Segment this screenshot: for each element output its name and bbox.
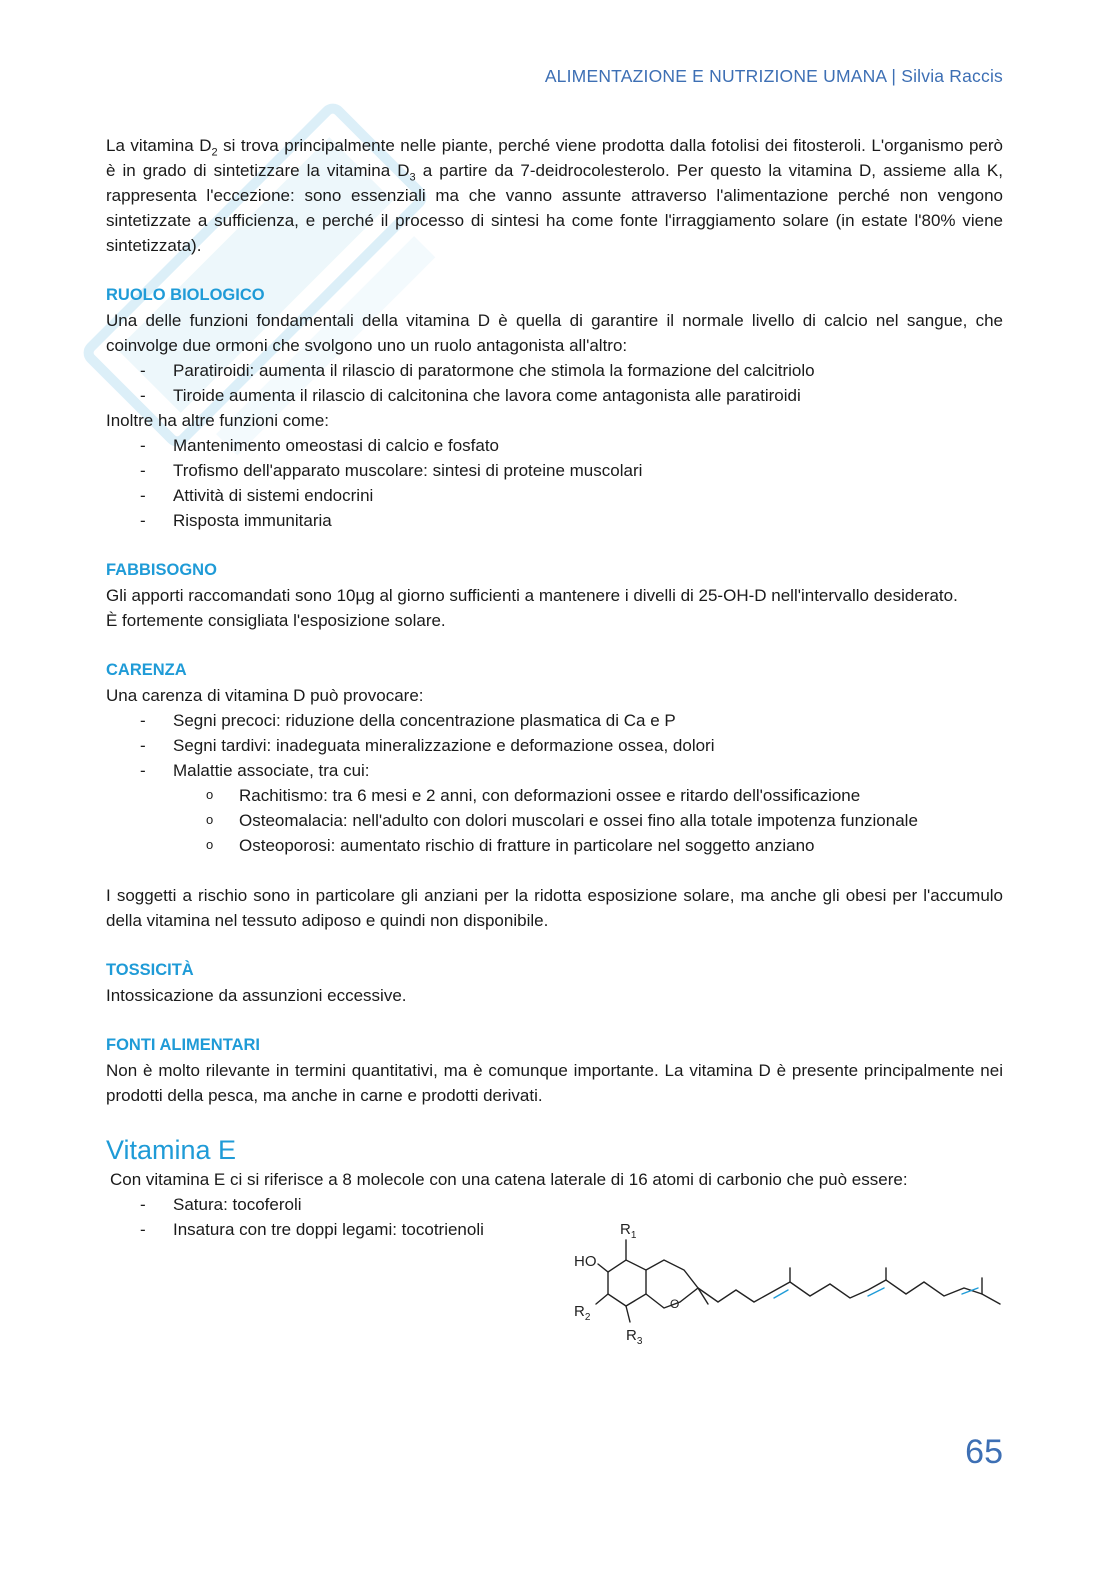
- intro-paragraph: La vitamina $D_2$ si trova principalmente nelle piante, perché viene prodotta dalla fotolisi dei fitosteroli. L'organismo però è in grado di sintetizzare la vitamina $D_3$ a partire da 7-deidrocolesterolo. Per questo la vitamina D, assieme alla K, rappresenta l'eccezione: sono essenziali ma che vanno assunte attraverso l'alimentazione perché non vengono sintetizzate a sufficienza, e perché il processo di sintesi ha come fonte l'irraggiamento solare (in estate l'80% viene sintetizzata).: [106, 136, 1003, 255]
- list-item: - Tiroide aumenta il rilascio di calcitonina che lavora come antagonista alle paratiroidi: [140, 386, 801, 405]
- carenza-sublist: [106, 783, 1003, 858]
- r3-label: $R_3$: [626, 1327, 643, 1347]
- section-heading-carenza: CARENZA: [106, 661, 187, 679]
- list-item: - Attività di sistemi endocrini: [140, 486, 374, 505]
- tossicita-text: Intossicazione da assunzioni eccessive.: [106, 986, 407, 1005]
- ruolo-text: Una delle funzioni fondamentali della vitamina D è quella di garantire il normale livello di calcio nel sangue, che coinvolge due ormoni che svolgono uno un ruolo antagonista all'altro:: [106, 311, 1003, 355]
- vitamina-e-text: Con vitamina E ci si riferisce a 8 molecole con una catena laterale di 16 atomi di carbonio che può essere:: [110, 1170, 908, 1189]
- fabbisogno-text: Gli apporti raccomandati sono 10µg al giorno sufficienti a mantenere i divelli di 25-OH-D nell'intervallo desiderato.: [106, 586, 958, 605]
- vitamina-e-heading: Vitamina E: [106, 1135, 237, 1165]
- page-number: 65: [965, 1433, 1003, 1471]
- list-item: - Malattie associate, tra cui:: [140, 761, 370, 780]
- fonti-text: Non è molto rilevante in termini quantitativi, ma è comunque importante. La vitamina D è presente principalmente nei prodotti della pesca, ma anche in carne e prodotti derivati.: [106, 1061, 1003, 1105]
- ruolo-list-2: [106, 433, 1003, 533]
- list-item: - Insatura con tre doppi legami: tocotrienoli: [140, 1220, 484, 1239]
- oxygen-label: O: [670, 1297, 680, 1311]
- section-heading-fonti: FONTI ALIMENTARI: [106, 1036, 260, 1054]
- section-heading-fabbisogno: FABBISOGNO: [106, 561, 217, 579]
- double-bond: [962, 1288, 978, 1294]
- carenza-text: Una carenza di vitamina D può provocare:: [106, 686, 424, 705]
- ruolo-text-2: Inoltre ha altre funzioni come:: [106, 411, 330, 430]
- section-heading-ruolo: RUOLO BIOLOGICO: [106, 286, 265, 304]
- list-item: - Paratiroidi: aumenta il rilascio di paratormone che stimola la formazione del calcitriolo: [140, 361, 815, 380]
- list-item: o Rachitismo: tra 6 mesi e 2 anni, con deformazioni ossee e ritardo dell'ossificazione: [206, 786, 861, 805]
- fabbisogno-text-2: È fortemente consigliata l'esposizione solare.: [106, 611, 446, 630]
- list-item: - Segni precoci: riduzione della concentrazione plasmatica di Ca e P: [140, 711, 676, 730]
- page-header: ALIMENTAZIONE E NUTRIZIONE UMANA | Silvia Raccis: [544, 66, 1003, 86]
- r2-label: $R_2$: [574, 1303, 591, 1323]
- list-item: o Osteoporosi: aumentato rischio di fratture in particolare nel soggetto anziano: [206, 836, 815, 855]
- list-item: - Segni tardivi: inadeguata mineralizzazione e deformazione ossea, dolori: [140, 736, 715, 755]
- ho-label: HO: [574, 1253, 597, 1270]
- section-heading-tossicita: TOSSICITÀ: [106, 961, 194, 979]
- list-item: - Trofismo dell'apparato muscolare: sintesi di proteine muscolari: [140, 461, 643, 480]
- list-item: - Mantenimento omeostasi di calcio e fosfato: [140, 436, 500, 455]
- tocotrienol-structure-drawing: [568, 1212, 1008, 1352]
- ruolo-list: [106, 358, 1003, 408]
- list-item: - Risposta immunitaria: [140, 511, 332, 530]
- list-item: o Osteomalacia: nell'adulto con dolori muscolari e ossei fino alla totale impotenza funzionale: [206, 811, 918, 830]
- carenza-text-2: I soggetti a rischio sono in particolare gli anziani per la ridotta esposizione solare, ma anche gli obesi per l'accumulo della vitamina nel tessuto adiposo e quindi non disponibile.: [106, 886, 1003, 930]
- list-item: - Satura: tocoferoli: [140, 1195, 302, 1214]
- carenza-list: [106, 708, 1003, 783]
- page-content: [106, 133, 1003, 1242]
- double-bond: [774, 1290, 788, 1298]
- r1-label: $R_1$: [620, 1221, 637, 1241]
